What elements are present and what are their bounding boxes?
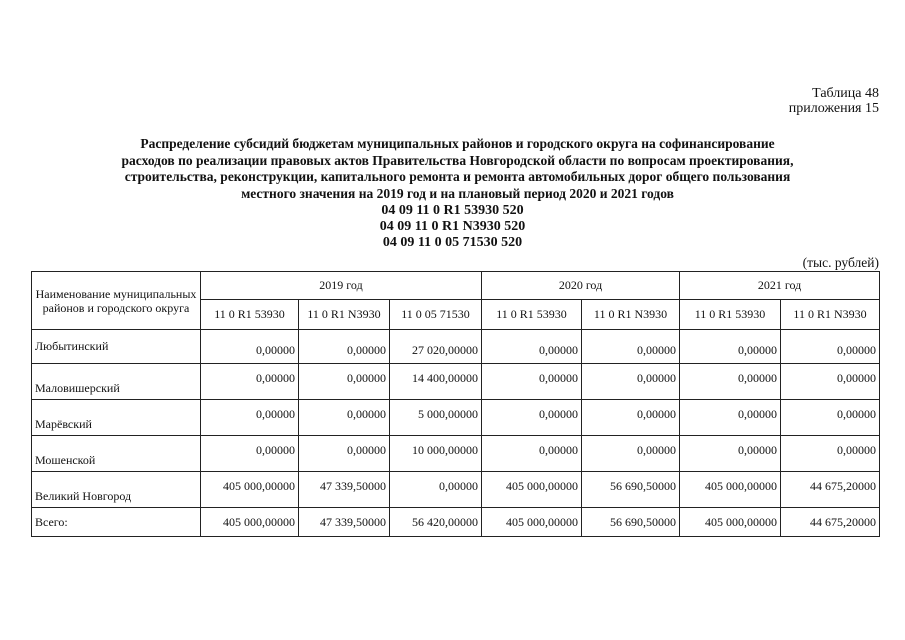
table-row [32,472,880,508]
value-cell: 0,00000 [482,400,582,436]
title-line: Распределение субсидий бюджетам муниципальных районов и городского округа на софинансирование [140,136,775,151]
value-cell: 405 000,00000 [201,472,299,508]
subcolumn-header: 11 0 R1 N3930 [781,300,880,330]
budget-code: 04 09 11 0 R1 53930 520 [381,203,524,218]
total-cell: 47 339,50000 [299,508,390,537]
total-label: Всего: [32,508,201,537]
table-number: Таблица 48 [812,86,879,101]
table-row [32,436,880,472]
district-name: Любытинский [32,330,201,364]
year-header-2020: 2020 год [482,272,680,300]
table-reference [789,86,879,116]
year-header-2019: 2019 год [201,272,482,300]
district-name: Марёвский [32,400,201,436]
value-cell: 0,00000 [201,330,299,364]
units-label: (тыс. рублей) [802,255,879,270]
total-cell: 405 000,00000 [680,508,781,537]
value-cell: 0,00000 [582,330,680,364]
subcolumn-header: 11 0 R1 N3930 [582,300,680,330]
value-cell: 0,00000 [201,364,299,400]
budget-code: 04 09 11 0 05 71530 520 [382,235,523,250]
total-cell: 405 000,00000 [201,508,299,537]
value-cell: 0,00000 [299,436,390,472]
budget-code: 04 09 11 0 R1 N3930 520 [379,219,526,234]
district-name: Мошенской [32,436,201,472]
title-line: расходов по реализации правовых актов Правительства Новгородской области по вопросам проектирования, [121,152,794,168]
value-cell: 0,00000 [680,364,781,400]
value-cell: 405 000,00000 [482,472,582,508]
table-row [32,364,880,400]
value-cell: 0,00000 [582,364,680,400]
value-cell: 0,00000 [781,436,880,472]
district-name: Маловишерский [32,364,201,400]
value-cell: 0,00000 [680,436,781,472]
value-cell: 0,00000 [582,436,680,472]
name-column-header: Наименование муниципальных районов и городского округа [32,272,201,330]
value-cell: 0,00000 [299,330,390,364]
subsidy-table [31,271,880,537]
total-row [32,508,880,537]
subcolumn-header: 11 0 05 71530 [390,300,482,330]
value-cell: 0,00000 [680,330,781,364]
subcolumn-header: 11 0 R1 N3930 [299,300,390,330]
value-cell: 0,00000 [201,400,299,436]
value-cell: 27 020,00000 [390,330,482,364]
value-cell: 0,00000 [299,400,390,436]
value-cell: 0,00000 [299,364,390,400]
value-cell: 44 675,20000 [781,472,880,508]
value-cell: 405 000,00000 [680,472,781,508]
value-cell: 0,00000 [482,364,582,400]
value-cell: 0,00000 [781,400,880,436]
total-cell: 44 675,20000 [781,508,880,537]
value-cell: 0,00000 [482,436,582,472]
value-cell: 0,00000 [582,400,680,436]
value-cell: 56 690,50000 [582,472,680,508]
appendix-number: приложения 15 [788,101,879,116]
year-header-2021: 2021 год [680,272,880,300]
subcolumn-header: 11 0 R1 53930 [201,300,299,330]
table-row [32,330,880,364]
document-title [60,136,855,202]
value-cell: 0,00000 [781,364,880,400]
table-row [32,400,880,436]
subcolumn-header: 11 0 R1 53930 [680,300,781,330]
value-cell: 47 339,50000 [299,472,390,508]
value-cell: 14 400,00000 [390,364,482,400]
value-cell: 0,00000 [390,472,482,508]
value-cell: 10 000,00000 [390,436,482,472]
total-cell: 56 690,50000 [582,508,680,537]
value-cell: 0,00000 [201,436,299,472]
value-cell: 0,00000 [680,400,781,436]
total-cell: 405 000,00000 [482,508,582,537]
value-cell: 0,00000 [781,330,880,364]
subcolumn-header: 11 0 R1 53930 [482,300,582,330]
value-cell: 5 000,00000 [390,400,482,436]
total-cell: 56 420,00000 [390,508,482,537]
budget-codes [250,203,655,251]
title-line: строительства, реконструкции, капитального ремонта и ремонта автомобильных дорог общего пользования [124,169,791,184]
value-cell: 0,00000 [482,330,582,364]
district-name: Великий Новгород [32,472,201,508]
title-line: местного значения на 2019 год и на плановый период 2020 и 2021 годов [241,185,674,201]
